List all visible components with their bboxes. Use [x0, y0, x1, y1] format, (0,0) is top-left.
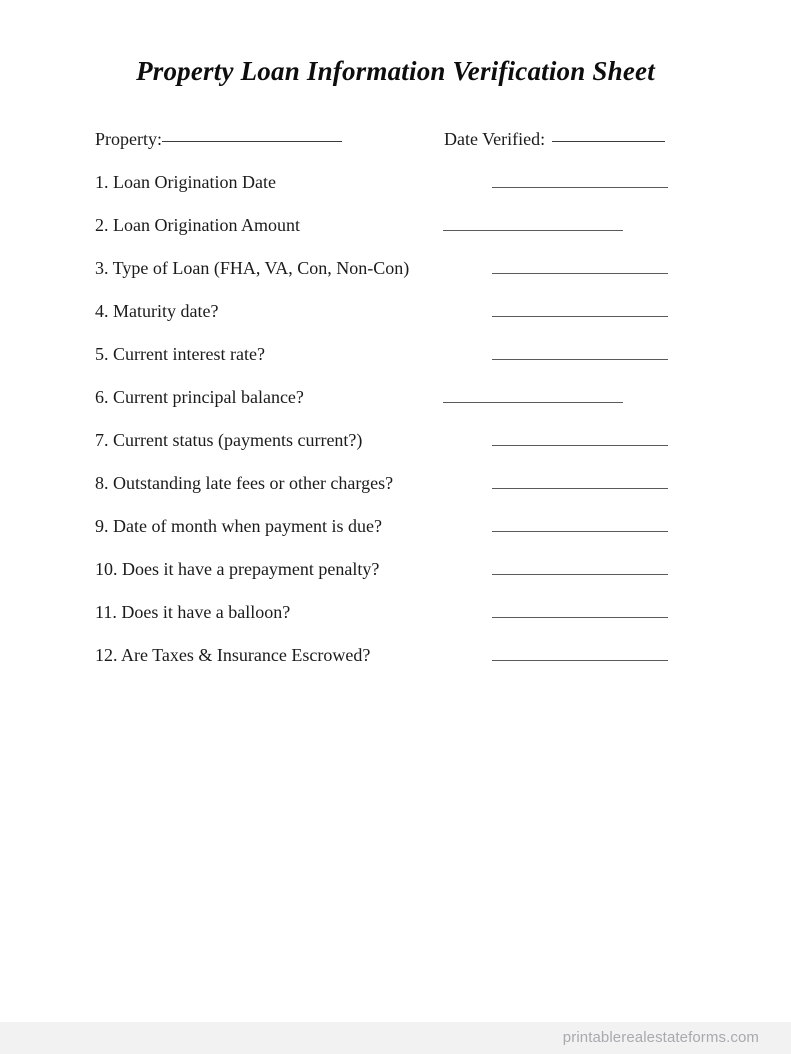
- verification-items-list: [0, 170, 791, 686]
- item-label: 9. Date of month when payment is due?: [95, 516, 382, 536]
- item-answer-input[interactable]: [492, 660, 668, 661]
- list-item: [0, 643, 791, 686]
- watermark-url: printablerealestateforms.com: [562, 1029, 759, 1046]
- list-item: [0, 428, 791, 471]
- item-label: 2. Loan Origination Amount: [95, 215, 300, 235]
- item-label: 12. Are Taxes & Insurance Escrowed?: [95, 645, 371, 665]
- item-label: 7. Current status (payments current?): [95, 430, 363, 450]
- list-item: [0, 557, 791, 600]
- list-item: [0, 514, 791, 557]
- property-field-group: [95, 126, 342, 152]
- property-label: Property:: [95, 129, 162, 149]
- item-answer-input[interactable]: [492, 488, 668, 489]
- list-item: [0, 256, 791, 299]
- item-label: 11. Does it have a balloon?: [95, 602, 291, 622]
- list-item: [0, 385, 791, 428]
- item-label: 1. Loan Origination Date: [95, 172, 276, 192]
- item-answer-input[interactable]: [492, 187, 668, 188]
- header-fields-row: [95, 126, 705, 152]
- page-title: Property Loan Information Verification Sheet: [136, 56, 655, 86]
- date-verified-input[interactable]: [552, 141, 665, 142]
- item-label: 4. Maturity date?: [95, 301, 219, 321]
- list-item: [0, 170, 791, 213]
- footer-band: [0, 1022, 791, 1054]
- item-answer-input[interactable]: [443, 230, 623, 231]
- item-label: 5. Current interest rate?: [95, 344, 265, 364]
- item-answer-input[interactable]: [492, 574, 668, 575]
- property-input[interactable]: [162, 141, 342, 142]
- item-answer-input[interactable]: [492, 445, 668, 446]
- item-answer-input[interactable]: [443, 402, 623, 403]
- list-item: [0, 299, 791, 342]
- list-item: [0, 600, 791, 643]
- list-item: [0, 213, 791, 256]
- item-label: 3. Type of Loan (FHA, VA, Con, Non-Con): [95, 258, 410, 278]
- item-label: 8. Outstanding late fees or other charges?: [95, 473, 394, 493]
- item-answer-input[interactable]: [492, 273, 668, 274]
- item-answer-input[interactable]: [492, 359, 668, 360]
- item-answer-input[interactable]: [492, 316, 668, 317]
- item-answer-input[interactable]: [492, 531, 668, 532]
- list-item: [0, 342, 791, 385]
- date-verified-label: Date Verified:: [444, 129, 546, 149]
- list-item: [0, 471, 791, 514]
- item-label: 10. Does it have a prepayment penalty?: [95, 559, 380, 579]
- item-answer-input[interactable]: [492, 617, 668, 618]
- date-verified-field-group: [444, 126, 665, 152]
- item-label: 6. Current principal balance?: [95, 387, 304, 407]
